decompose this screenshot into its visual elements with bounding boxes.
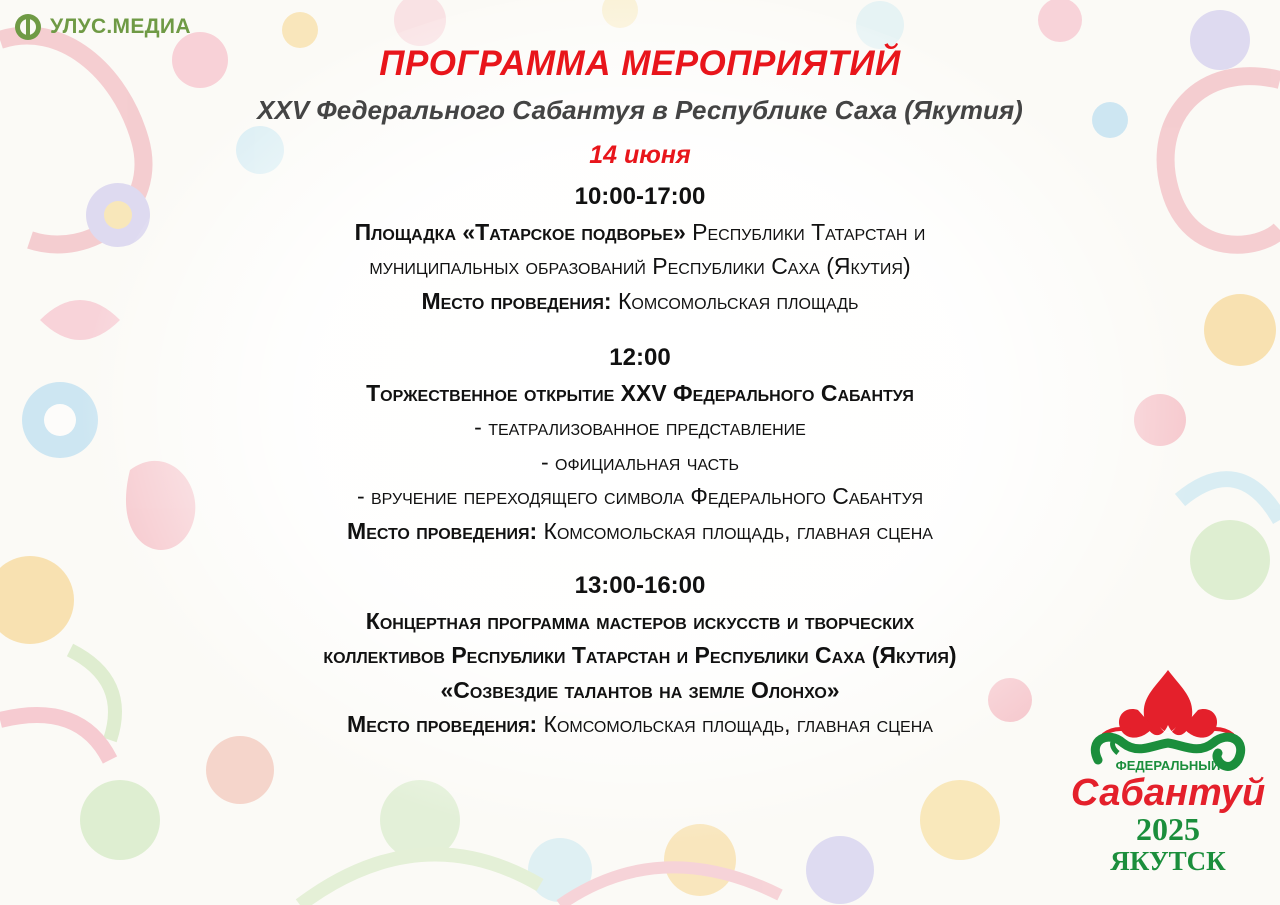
- logo-year-text: 2025: [1136, 811, 1200, 847]
- event-title-line2: коллективов Республики Татарстан и Республики Саха (Якутия): [323, 642, 957, 668]
- logo-sabantuy-text: Сабантуй: [1070, 772, 1266, 814]
- watermark-text: УЛУС.МЕДИА: [50, 15, 191, 38]
- event-title: [0, 215, 1280, 250]
- event-block-2: [0, 341, 1280, 548]
- event-item: - официальная часть: [541, 448, 739, 475]
- event-title-rest: Республики Татарстан и: [685, 218, 926, 245]
- event-item: - театрализованное представление: [474, 414, 806, 440]
- event-venue: [0, 284, 1280, 319]
- event-time: 10:00-17:00: [574, 183, 706, 210]
- venue-label: Место проведения:: [347, 711, 538, 737]
- page-subtitle: XXV Федерального Сабантуя в Республике Саха (Якутия): [257, 95, 1023, 125]
- event-title-line3: «Созвездие талантов на земле Олонхо»: [440, 676, 840, 703]
- event-block-1: [0, 180, 1280, 318]
- venue-label: Место проведения:: [421, 287, 612, 314]
- venue-value: Комсомольская площадь: [611, 287, 859, 314]
- event-title: Торжественное открытие XXV Федерального Сабантуя: [366, 379, 914, 406]
- event-venue: [0, 514, 1280, 549]
- watermark: [14, 13, 191, 41]
- sabantuy-2025-logo: [1068, 665, 1268, 885]
- page-title: ПРОГРАММА МЕРОПРИЯТИЙ: [379, 44, 901, 83]
- logo-federal-text: ФЕДЕРАЛЬНЫЙ: [1115, 758, 1221, 773]
- tulip-ornament-icon: [1095, 670, 1240, 766]
- event-title-line1: Концертная программа мастеров искусств и творческих: [365, 607, 915, 634]
- ulus-media-logo-icon: [14, 13, 42, 41]
- event-title-line2: муниципальных образований Республики Саха (Якутия): [369, 253, 911, 279]
- logo-city-text: ЯКУТСК: [1110, 846, 1226, 876]
- venue-value: Комсомольская площадь, главная сцена: [537, 517, 933, 544]
- venue-label: Место проведения:: [347, 517, 538, 544]
- event-title-bold: Площадка «Татарское подворье»: [354, 218, 686, 245]
- event-date: 14 июня: [589, 141, 691, 169]
- venue-value: Комсомольская площадь, главная сцена: [537, 711, 933, 737]
- event-time: 12:00: [609, 344, 671, 371]
- event-time: 13:00-16:00: [574, 572, 706, 599]
- event-item: - вручение переходящего символа Федерального Сабантуя: [356, 483, 924, 509]
